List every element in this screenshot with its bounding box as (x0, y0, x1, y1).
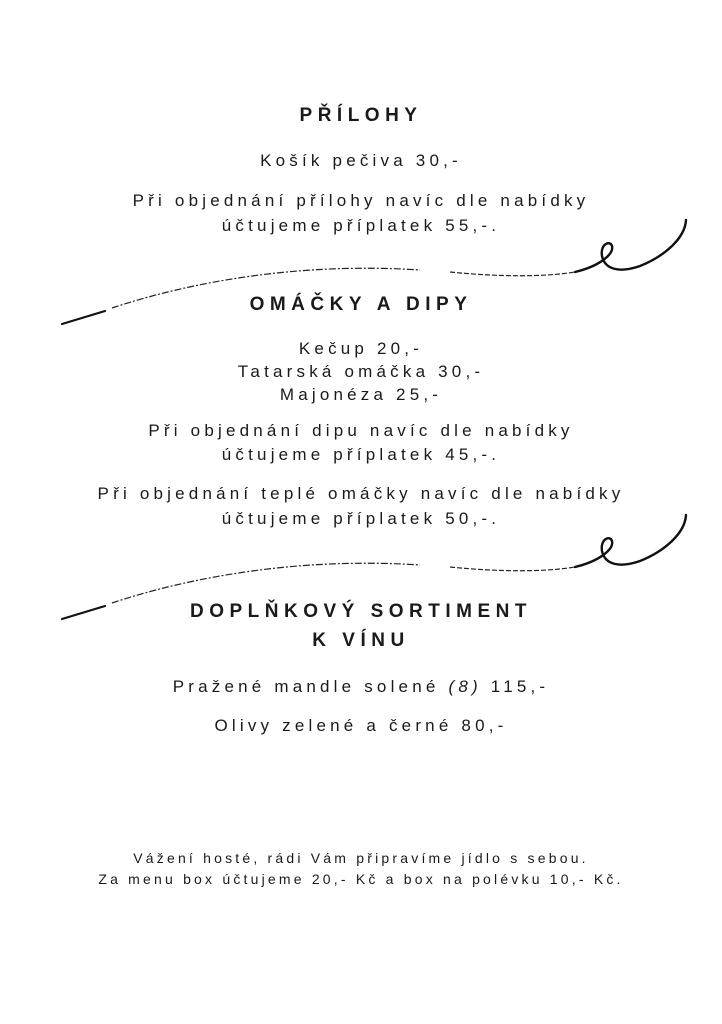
menu-item-tartar-sauce: Tatarská omáčka 30,- (237, 362, 485, 381)
almonds-name: Pražené mandle solené (172, 677, 440, 696)
menu-item-mayonnaise: Majonéza 25,- (279, 385, 443, 404)
footer-line1: Vážení hosté, rádi Vám připravíme jídlo s sebou. (133, 850, 589, 866)
dip-note-line2: účtujeme příplatek 45,-. (221, 445, 501, 464)
sauce-note-line2: účtujeme příplatek 50,-. (221, 509, 501, 528)
almonds-price: 115,- (490, 677, 550, 696)
section-title-vino-line2: K VÍNU (312, 630, 410, 651)
side-dish-note-line2: účtujeme příplatek 55,-. (221, 216, 501, 235)
swash-divider-icon (0, 210, 722, 335)
menu-item-ketchup: Kečup 20,- (298, 339, 424, 358)
sauce-note-line1: Při objednání teplé omáčky navíc dle nabídky (97, 484, 625, 503)
menu-item-olives: Olivy zelené a černé 80,- (214, 716, 508, 735)
section-title-prilohy: PŘÍLOHY (299, 105, 423, 126)
side-dish-note-line1: Při objednání přílohy navíc dle nabídky (132, 191, 590, 210)
dip-note-line1: Při objednání dipu navíc dle nabídky (148, 421, 574, 440)
footer-line2: Za menu box účtujeme 20,- Kč a box na polévku 10,- Kč. (98, 871, 624, 887)
menu-item-almonds (0, 677, 722, 697)
almonds-allergen: (8) (448, 677, 482, 696)
section-title-vino-line1: DOPLŇKOVÝ SORTIMENT (189, 601, 532, 622)
section-title-omacky: OMÁČKY A DIPY (249, 294, 473, 315)
menu-item-bread-basket: Košík pečiva 30,- (260, 151, 462, 170)
